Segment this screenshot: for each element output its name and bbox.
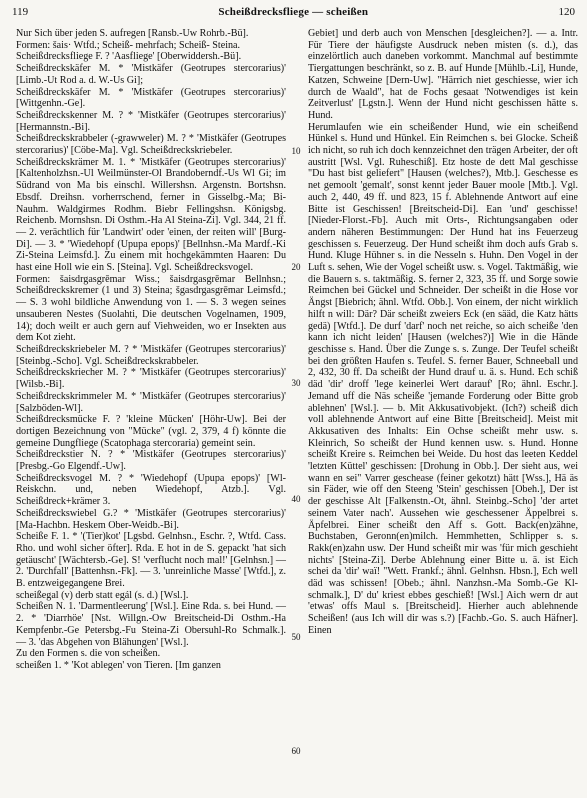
dictionary-entry: Formen: šais· Wtfd.; Scheiß- mehrfach; Scheiß- Steina. xyxy=(16,39,241,51)
dictionary-entry: Scheißdreckswiebel G.? * 'Mistkäfer (Geotrupes stercorarius)' [Ma-Hachbn. Heskem Ober-Weidb.-Bi]. xyxy=(16,507,286,531)
dictionary-entry: scheißegal (v) derb statt egál (s. d.) [Wsl.]. xyxy=(16,589,189,601)
dictionary-entry: Scheißdreckskäfer M. * 'Mistkäfer (Geotrupes stercorarius)' [Wittgenhn.-Ge]. xyxy=(16,86,286,110)
dictionary-entry: Scheißdreckskriebeler M. ? * 'Mistkäfer (Geotrupes stercorarius)' [Steinbg.-Scho]. Vgl. Scheißdreckskrabbeler. xyxy=(16,343,286,367)
page-number-right: 120 xyxy=(558,6,575,18)
dictionary-entry: Zu den Formen s. die von scheißen. xyxy=(16,648,161,660)
dictionary-entry: scheißen 1. * 'Kot ablegen' von Tieren. [Im ganzen xyxy=(16,659,221,671)
dictionary-entry: Herumlaufen wie ein scheißender Hund, wie ein scheißend Hünkel s. Hund und Hünkel. Ein Reimchen s. bei Glocke. Scheiß ich nicht, so ruh ich doch kennzeichnet den trägen Arbeiter, der oft austritt [Wsl. Vgl. Ruheschiß]. Etz hoste de dett Mal geschisse "Du hast bist geliefert" [Hausen (welches?), Mtb.]. Geschesse es net gemoolt 'gemalt', sonst kennt jeder Bauer moole [Mtb.]. Vgl. auch 2, 440, 49 ff. und 823, 15 f. Ablehnende Antwort auf eine Bitte ist Geschissen! [Breitscheid-Di]. Ean 'und' geschisse! [Nieder-Florst.-Fb]. Auch mit Orts-, Richtungsangaben oder andern näheren Bestimmungen: Der Hund hat ins Feuerzeug geschissen s. Feuerzeug. Der Hund scheißt ihm doch aufs Grab s. Hund. Kluge Hühner s. in die Nesseln s. Huhn. Den Vogel in der Luft s. sehen, Wie der Vogel scheißt usw. s. Vogel. Taktmäßig, wie die Bauern s. s. taktmäßig. S. ferner 2, 323, 35 ff. und Sorge sowie Reimchen bei Gückel und Schneider. Der scheißt in die Hose vor Ängst [Biebrich; ähnl. Wtfd. Obb.]. Von einem, der nicht wirklich hilft n will: Där? Där scheißt zweiers Eck (en sääd, die Katz hätts gedä) [Wtfd.]. De durf 'darf' noch net reiche, so aich scheiße 'den kann ich nicht leiden' [Hausen (welches?)] Wie in die Hände geschisse s. Hand. Über die Zunge s. s. Zunge. Der Teufel scheißt bei den größten Haufen s. Teufel. S. ferner Bauer, Schneeball und 2, 432, 30 ff. Da scheißt der Hund drauf u. ä. s. Hund. Ech schiß däd 'dir' droff 'lege keinerlei Wert darauf' [Ro; ähnl. Eschr.]. Jemand uff die Näs scheiße 'jemande Forderung oder Bitte grob ablehnen' [Wsl.]. — b. Mit Akkusativobjekt. (Ich?) scheiß dich voll ablehnende Antwort auf eine Bitte [Breitscheid]. Meist mit Akkusativen des Inhalts: Ein Ochse scheißt mehr usw. s. Kleinrich, So scheißt der Hund kennen usw. s. Hund. Honne scheißt Kreire s. Reimchen bei Weide. Du host das leeten Keddel 'letzten Küttel' geschissen: [Drohung in Obb.]. Der sieht aus, wei wann en sei" Varrer geschease (feiner gekotzt) hätt [Wss.], Hä äs sin Fäder, wie off den Steeng 'Stein' geschissen [Obeh.], Der ist der geschisse Alt [Falkenstn.-Ot, ähnl. Steinbg.-Scho] 'der artet seinem Vater nach'. Aussehen wie geschessener Äppelbrei s. Äpfelbrei. Einer scheißt den Aff s. Gott. Back(en)zähne, Buchstaben, Geronn(en)milch. Hemmhetten, Schlipper s. s. Rakk(en)zahn usw. Der Hund scheißt mir was 'für mich geschieht nichts' [Steina-Zi]. Derbe Ablehnung einer Bitte u. ä. ist Eich schei da 'dir' waï! "Wett. Frankf.; ähnl. Gelnhsn. Hbsn.], Ech well däd was schissen! [Obeb.; ähnl. Nanzhsn.-Ma Somb.-Ge Kl-schmalk.], D' du' kriest ebbes geschieß! [Wsl.] Aich wern dr aut 'etwas' offs Maul s. [Breitscheid]. Hierher auch ablehnende Scheißen! (aus Ich will dir was s.?) [Fachb.-Go. S. auch Häfner]. Einen xyxy=(308,121,578,636)
dictionary-entry: Scheißdreckskrämer M. 1. * 'Mistkäfer (Geotrupes stercorarius)' [Kaltenholzhsn.-Ul Weilmünster-Ol Brandoberndf.-Us Wl Gi; im Südrand von Ma bis einschl. Willershsn. Argenstn. Bortshsn. Ebsdf. Dreihsn. vorherrschend, ferner in Gisselbg.-Ma; Bi-Nauhm. Waldgirmes Rodhm. Biebr Fellingshsn. Königsbg. Reichenb. Mornshsn. Di Osthm.-Ha Al Steina-Zi]. Vgl. 344, 21 ff. — 2. verächtlich für 'Landwirt' oder 'einen, der reiten will' [Burg-Di]. — 3. * 'Wiedehopf (Upupa epops)' [Bellnhsn.-Ma Mardf.-Ki Zi-Steina Leimsfd.]. Zu einem mit hochgekämmten Haaren: Du hast eine Holl wie ein S. [Steina]. Vgl. Scheißdrecksvogel. xyxy=(16,156,286,274)
running-title: Scheißdrecksfliege — scheißen xyxy=(218,6,369,18)
line-number: 40 xyxy=(291,494,301,504)
line-number: 10 xyxy=(291,146,301,156)
dictionary-entry: Nur Sich über jeden S. aufregen [Ransb.-Uw Rohrb.-Bü]. xyxy=(16,28,249,39)
right-column xyxy=(308,28,578,637)
line-number: 60 xyxy=(291,746,301,756)
dictionary-entry: Scheißdreckskrimmeler M. * 'Mistkäfer (Geotrupes stercorarius)' [Salzböden-Wl]. xyxy=(16,390,286,414)
line-number: 50 xyxy=(291,632,301,642)
dictionary-entry: Scheißdreckskrabbeler (-grawweler) M. ? * 'Mistkäfer (Geotrupes stercorarius)' [Cöbe-Ma]. Vgl. Scheißdreckskriebeler. xyxy=(16,133,286,157)
dictionary-entry: Scheißdreckskäfer M. * 'Mistkäfer (Geotrupes stercorarius)' [Limb.-Ut Rod a. d. W.-Us Gi]; xyxy=(16,63,286,86)
dictionary-entry: Formen: šaisdrgasgrēmar Wiss.; šaisdrgasgrēmar Bellnhsn.; Scheißdreckskremer (1 und 3) Steina; šgasdrgasgrēmar Leimsfd.; — S. 3 wohl bildliche Anwendung von 1. — S. 3 wegen seines unsauberen Nestes (Suolahti, Die deutschen Vogelnamen, 1909, 14); doch weilt er auch gern auf Viehweiden, wo er Insekten aus dem Kot zieht. xyxy=(16,273,286,344)
page-number-left: 119 xyxy=(12,6,29,18)
left-column xyxy=(16,28,286,672)
page-header xyxy=(12,6,575,24)
line-number: 30 xyxy=(291,378,301,388)
dictionary-entry: Scheißdrecksmücke F. ? 'kleine Mücken' [Höhr-Uw]. Bei der dortigen Bezeichnung von "Mücke" (vgl. 2, 379, 4 f) könnte die gemeine Dungfliege (Scatophaga stercoraria) gemeint sein. xyxy=(16,414,286,449)
dictionary-entry: Scheißdreckskenner M. ? * 'Mistkäfer (Geotrupes stercorarius)' [Hermannstn.-Bi]. xyxy=(16,109,286,133)
dictionary-entry: Scheißdreckskriecher M. ? * 'Mistkäfer (Geotrupes stercorarius)' [Wilsb.-Bi]. xyxy=(16,367,286,391)
dictionary-entry: Scheißdrecksfliege F. ? 'Aasfliege' [Oberwiddersh.-Bü]. xyxy=(16,51,242,63)
dictionary-entry: Scheißdreckstier N. ? * 'Mistkäfer (Geotrupes stercorarius)' [Presbg.-Go Elgendf.-Uw]. xyxy=(16,449,286,473)
dictionary-entry: Gebiet] und derb auch von Menschen [desgleichen?]. — a. Intr. Für Tiere der häufigste Ausdruck neben misten (s. d.), das einzelörtlich auch daneben vorkommt. Manchmal auf bestimmte Tiergattungen beschränkt, so z. B. auf Hunde [Mühlb.-Li], Hunde, Katzen, Schweine [Dern-Uw]. "Härrich niet geschiesse, wier ich durch de Waald", hat de Fochs gesaat 'Notwendiges ist kein Zeitverlust' [Lgstn.]. Wenn der Hund nicht geschissen hätte s. Hund. xyxy=(308,28,578,121)
dictionary-entry: Scheiße F. 1. * '(Tier)kot' [Lgsbd. Gelnhsn., Eschr. ?, Wtfd. Cass. Rho. und wohl sicher öfter]. Rda. E hot in de S. gepackt 'hat sich getäuscht' [Wächtersb.-Ge]. S! 'verflucht noch mal!' [Gelnhsn.] — 2. 'Durchfall' [Battenhsn.-Fk]. — 3. 'unreinliche Masse' [Wtfd.], z. B. entzweigegangene Brei. xyxy=(16,531,286,590)
dictionary-entry: Scheißen N. 1. 'Darmentleerung' [Wsl.]. Eine Rda. s. bei Hund. — 2. * 'Diarrhöe' [Nst. Willgn.-Ow Breitscheid-Di Osthm.-Ha Kempfenbr.-Ge Petersbg.-Fu Steina-Zi Obersuhl-Ro Schmalk.]. — 3. 'das Abgehen von Blähungen' [Wsl.]. xyxy=(16,601,286,648)
line-number: 20 xyxy=(291,262,301,272)
dictionary-entry: Scheißdrecksvogel M. ? * 'Wiedehopf (Upupa epops)' [Wl-Reiskchn. und, neben Wiedehopf, Atzb.]. Vgl. Scheißdreck+krämer 3. xyxy=(16,472,286,508)
